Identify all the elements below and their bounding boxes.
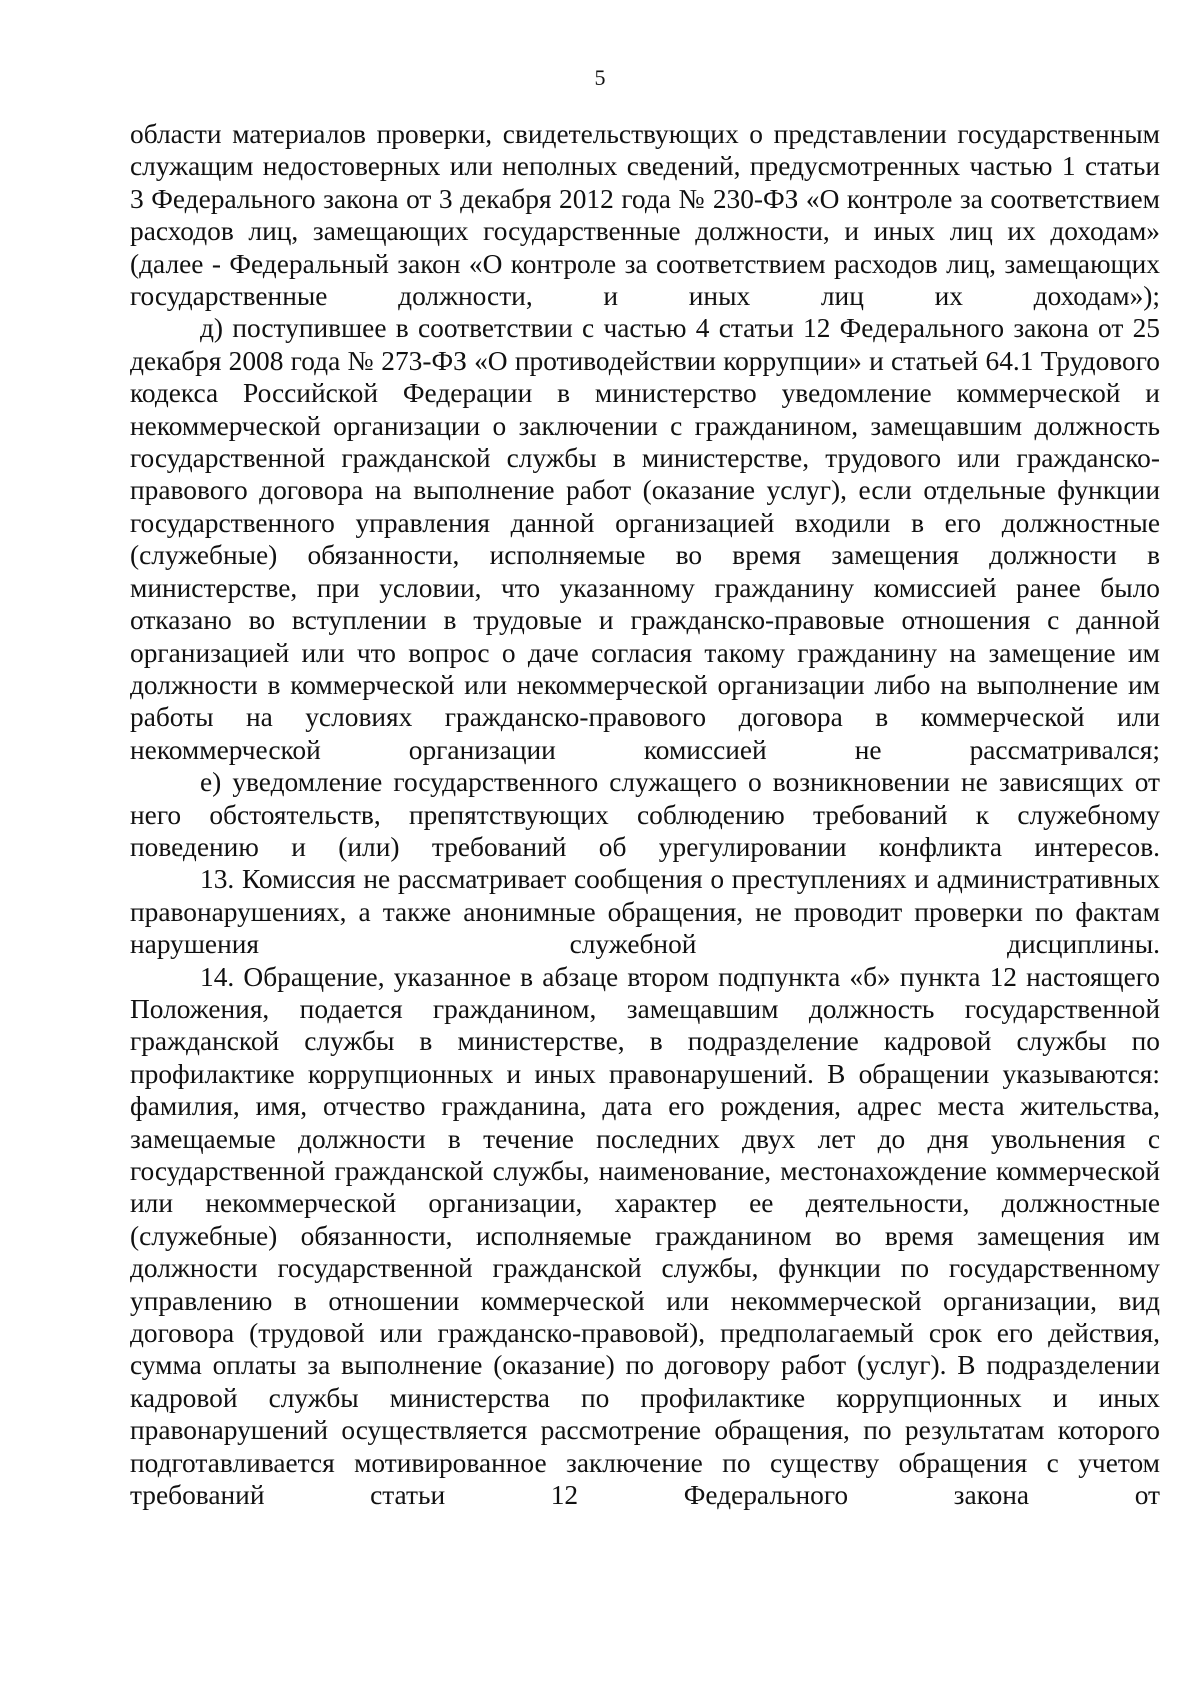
text-line: государственным служащим недостоверных или неполных сведений,	[130, 119, 1160, 182]
text-line: административных правонарушениях, а также анонимные обращения, не проводит	[130, 864, 1160, 927]
paragraph-item-d	[130, 312, 1160, 766]
text-line: услуг), если отдельные функции государственного управления данной организацией	[130, 475, 1160, 538]
text-line: 13. Комиссия не рассматривает сообщения о преступлениях и	[200, 864, 929, 895]
text-line: 64.1 Трудового кодекса Российской Федерации в министерство уведомление	[130, 345, 1161, 409]
text-line: службы по профилактике коррупционных и иных правонарушений. В обращении	[130, 1026, 1160, 1089]
text-line: замещавшим должность государственной гражданской службы в министерстве,	[130, 410, 1160, 474]
text-line: трудового или гражданско-правового договора на выполнение работ (оказание	[130, 443, 1160, 506]
text-line: указываются: фамилия, имя, отчество гражданина, дата его рождения, адрес места	[130, 1058, 1160, 1122]
paragraph-item-e	[130, 766, 1160, 863]
text-line: входили в его должностные (служебные) обязанности, исполняемые во время	[130, 507, 1160, 571]
text-line: во время замещения им должности государственной гражданской службы, функции	[130, 1220, 1161, 1284]
text-line: (услуг). В подразделении кадровой службы министерства по профилактике	[130, 1350, 1161, 1413]
text-line: государственные должности, и иных лиц их доходам» (далее - Федеральный закон	[130, 216, 1160, 279]
text-line: гражданину на замещение им должности в коммерческой или некоммерческой	[130, 637, 1160, 700]
text-line: е) уведомление государственного служащего о возникновении не зависящих	[200, 767, 1124, 798]
text-line: проверки по фактам нарушения служебной дисциплины.	[130, 896, 1160, 960]
text-line: должности, и иных лиц их доходам»);	[398, 281, 1160, 312]
text-line: жительства, замещаемые должности в течение последних двух лет до дня	[130, 1091, 1160, 1154]
text-line: по результатам которого подготавливается мотивированное заключение по	[130, 1415, 1160, 1478]
text-line: существу обращения с учетом требований статьи 12 Федерального закона от	[130, 1447, 1160, 1511]
paragraph-clause-13	[130, 863, 1160, 960]
text-line: замещения должности в министерстве, при условии, что указанному гражданину	[130, 540, 1161, 603]
paragraph-clause-14	[130, 961, 1160, 1512]
text-line: отношения с данной организацией или что вопрос о даче согласия такому	[130, 605, 1160, 668]
text-line: организации, вид договора (трудовой или гражданско-правовой), предполагаемый	[130, 1285, 1160, 1349]
text-line: государственной гражданской службы в министерстве, в подразделение кадровой	[130, 993, 1160, 1057]
text-line: организации либо на выполнение им работы на условиях гражданско-правового	[130, 669, 1160, 733]
text-line: от него обстоятельств, препятствующих соблюдению требований к служебному	[130, 767, 1160, 830]
text-line: области материалов проверки, свидетельствующих о представлении	[130, 119, 947, 149]
text-line: д) поступившее в соответствии с частью 4 статьи 12 Федерального закона от	[200, 313, 1124, 344]
text-line: увольнения с государственной гражданской службы, наименование,	[130, 1123, 1160, 1186]
text-line: 25 декабря 2008 года № 273-ФЗ «О противодействии коррупции» и статьей	[130, 313, 1160, 376]
text-line: 12 настоящего Положения, подается гражданином, замещавшим должность	[130, 961, 1160, 1024]
text-line: № 230-ФЗ «О контроле за соответствием расходов лиц, замещающих	[130, 183, 1160, 247]
text-line: рассматривался;	[969, 734, 1160, 765]
text-line: коммерческой и некоммерческой организации о заключении с гражданином,	[130, 378, 1160, 441]
text-line: по государственному управлению в отношении коммерческой или некоммерческой	[130, 1253, 1160, 1316]
text-line: коррупционных и иных правонарушений осуществляется рассмотрение обращения,	[130, 1382, 1160, 1446]
text-line: срок его действия, сумма оплаты за выполнение (оказание) по договору работ	[130, 1318, 1160, 1381]
text-line: «О контроле за соответствием расходов лиц, замещающих государственные	[130, 248, 1160, 312]
text-line: комиссией ранее было отказано во вступлении в трудовые и гражданско-правовые	[130, 572, 1160, 636]
text-line: местонахождение коммерческой или некоммерческой организации, характер ее	[130, 1156, 1160, 1219]
text-line: деятельности, должностные (служебные) обязанности, исполняемые гражданином	[130, 1188, 1160, 1251]
text-line: 14. Обращение, указанное в абзаце втором подпункта «б» пункта	[200, 961, 981, 992]
page-number: 5	[594, 65, 606, 90]
document-body	[130, 118, 1160, 1511]
text-line: предусмотренных частью 1 статьи 3 Федерального закона от 3 декабря 2012 года	[130, 151, 1161, 214]
text-line: поведению и (или) требований об урегулировании конфликта интересов.	[130, 831, 1160, 862]
paragraph-continuation	[130, 118, 1160, 312]
text-line: договора в коммерческой или некоммерческой организации комиссией не	[130, 702, 1160, 765]
